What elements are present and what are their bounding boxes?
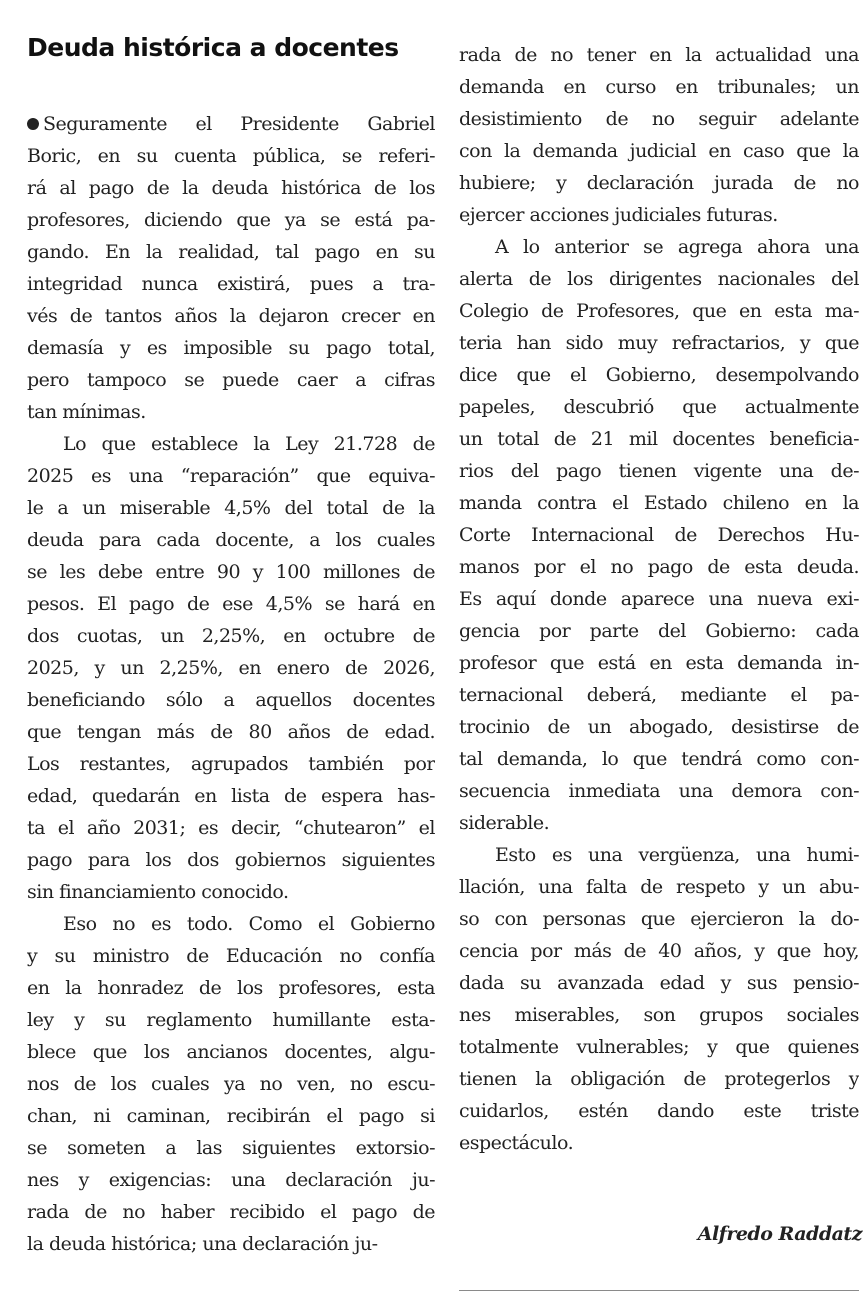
text-line-content: profesor que está en esta demanda in- [459,652,859,674]
text-line [27,364,435,396]
text-line [27,1036,435,1068]
text-line-content: edad, quedarán en lista de espera has- [27,785,435,807]
text-line [459,231,859,263]
text-line-content: alerta de los dirigentes nacionales del [459,268,859,290]
text-line-content: pero tampoco se puede caer a cifras [27,369,435,391]
text-line-content: Eso no es todo. Como el Gobierno [63,913,435,935]
text-line-content: deuda para cada docente, a los cuales [27,529,435,551]
text-line-content: dice que el Gobierno, desempolvando [459,364,859,386]
text-line-content: se les debe entre 90 y 100 millones de [27,561,435,583]
text-line [27,428,435,460]
text-line [459,295,859,327]
text-line-content: rada de no tener en la actualidad una [459,44,859,66]
text-line-content: nes miserables, son grupos sociales [459,1004,859,1026]
text-line [27,492,435,524]
text-line [459,743,859,775]
text-line [459,615,859,647]
text-line [27,1196,435,1228]
text-line-content: papeles, descubrió que actualmente [459,396,859,418]
text-line-content: secuencia inmediata una demora con- [459,780,859,802]
text-line-content: hubiere; y declaración jurada de no [459,172,859,194]
text-line-content: tal demanda, lo que tendrá como con- [459,748,859,770]
text-line [27,524,435,556]
text-line [459,455,859,487]
text-line [27,588,435,620]
text-line [459,423,859,455]
text-line [27,620,435,652]
text-line [459,167,859,199]
text-line [459,519,859,551]
text-line [27,1068,435,1100]
text-line [27,396,435,428]
text-line-content: demanda en curso en tribunales; un [459,76,859,98]
text-line [27,940,435,972]
text-line-content: cencia por más de 40 años, y que hoy, [459,940,859,962]
text-line-content: ta el año 2031; es decir, “chutearon” el [27,817,435,839]
text-line [27,1164,435,1196]
text-line [459,839,859,871]
text-line [459,647,859,679]
text-line [459,807,859,839]
text-line [459,967,859,999]
text-line-content: gando. En la realidad, tal pago en su [27,241,435,263]
text-line-content: beneficiando sólo a aquellos docentes [27,689,435,711]
text-line [27,268,435,300]
text-line-content: A lo anterior se agrega ahora una [495,236,859,258]
text-line-content: Seguramente el Presidente Gabriel [43,113,435,135]
text-line-content: Es aquí donde aparece una nueva exi- [459,588,859,610]
text-line [459,1031,859,1063]
article-title: Deuda histórica a docentes [27,33,399,62]
text-line-content: un total de 21 mil docentes beneficia- [459,428,859,450]
text-line-content: manos por el no pago de esta deuda. [459,556,859,578]
text-line [27,684,435,716]
text-line [459,199,859,231]
text-line [27,1228,435,1260]
text-line-content: rada de no haber recibido el pago de [27,1201,435,1223]
text-line-content: llación, una falta de respeto y un abu- [459,876,859,898]
text-line [459,775,859,807]
text-line-content: dada su avanzada edad y sus pensio- [459,972,859,994]
text-line [27,140,435,172]
text-line [459,103,859,135]
text-line-content: 2025, y un 2,25%, en enero de 2026, [27,657,435,679]
text-line-content: tan mínimas. [27,401,146,423]
text-line [27,652,435,684]
text-line-content: y su ministro de Educación no confía [27,945,435,967]
text-line-content: dos cuotas, un 2,25%, en octubre de [27,625,435,647]
text-line [459,327,859,359]
text-line-content: ley y su reglamento humillante esta- [27,1009,435,1031]
text-line [459,263,859,295]
text-line [459,1127,859,1159]
text-line-content: so con personas que ejercieron la do- [459,908,859,930]
text-line-content: pesos. El pago de ese 4,5% se hará en [27,593,435,615]
text-line [27,204,435,236]
text-line [459,391,859,423]
text-line-content: totalmente vulnerables; y que quienes [459,1036,859,1058]
text-line [459,903,859,935]
text-line-content: le a un miserable 4,5% del total de la [27,497,435,519]
text-line-content: espectáculo. [459,1132,574,1154]
text-line-content: con la demanda judicial en caso que la [459,140,859,162]
bullet-icon [27,118,39,130]
text-line [27,748,435,780]
text-line-content: que tengan más de 80 años de edad. [27,721,435,743]
text-line [27,844,435,876]
text-line-content: se someten a las siguientes extorsio- [27,1137,435,1159]
text-line-content: chan, ni caminan, recibirán el pago si [27,1105,435,1127]
text-line-content: siderable. [459,812,550,834]
text-line [27,332,435,364]
text-line [459,359,859,391]
text-line-content: Esto es una vergüenza, una humi- [495,844,859,866]
text-line-content: en la honradez de los profesores, esta [27,977,435,999]
text-line-content: blece que los ancianos docentes, algu- [27,1041,435,1063]
text-line [27,1004,435,1036]
text-line [27,108,435,140]
text-line-content: demasía y es imposible su pago total, [27,337,435,359]
text-line-content: Boric, en su cuenta pública, se referi- [27,145,435,167]
text-line [459,1063,859,1095]
text-line-content: rá al pago de la deuda histórica de los [27,177,435,199]
text-line-content: la deuda histórica; una declaración ju- [27,1233,378,1255]
text-line [27,972,435,1004]
text-line [27,1132,435,1164]
text-line [459,71,859,103]
text-line [459,39,859,71]
text-line-content: cuidarlos, estén dando este triste [459,1100,859,1122]
text-line [27,172,435,204]
text-line [27,908,435,940]
text-line-content: Corte Internacional de Derechos Hu- [459,524,859,546]
text-line [459,1095,859,1127]
text-line-content: Lo que establece la Ley 21.728 de [63,433,435,455]
text-line-content: rios del pago tienen vigente una de- [459,460,859,482]
text-line-content: profesores, diciendo que ya se está pa- [27,209,435,231]
text-line-content: desistimiento de no seguir adelante [459,108,859,130]
text-line [459,999,859,1031]
text-line [27,460,435,492]
text-line [27,812,435,844]
text-line [27,1100,435,1132]
text-line [459,935,859,967]
text-line-content: ternacional deberá, mediante el pa- [459,684,859,706]
text-line-content: nos de los cuales ya no ven, no escu- [27,1073,435,1095]
text-line [27,236,435,268]
text-line [459,679,859,711]
text-line-content: pago para los dos gobiernos siguientes [27,849,435,871]
text-line [459,871,859,903]
text-line-content: trocinio de un abogado, desistirse de [459,716,859,738]
text-line-content: Colegio de Profesores, que en esta ma- [459,300,859,322]
text-line-content: manda contra el Estado chileno en la [459,492,859,514]
text-line-content: sin financiamiento conocido. [27,881,289,903]
text-line [459,135,859,167]
text-line [27,300,435,332]
text-line-content: vés de tantos años la dejaron crecer en [27,305,435,327]
text-line [459,487,859,519]
text-line [459,711,859,743]
text-line [27,876,435,908]
text-line-content: nes y exigencias: una declaración ju- [27,1169,435,1191]
text-line-content: gencia por parte del Gobierno: cada [459,620,859,642]
text-line-content: teria han sido muy refractarios, y que [459,332,859,354]
text-line-content: Los restantes, agrupados también por [27,753,435,775]
text-line [459,583,859,615]
text-line-content: integridad nunca existirá, pues a tra- [27,273,435,295]
text-line-content: 2025 es una “reparación” que equiva- [27,465,435,487]
text-line [27,780,435,812]
text-line-content: ejercer acciones judiciales futuras. [459,204,778,226]
bottom-divider [459,1290,859,1291]
text-line [27,556,435,588]
text-line [459,551,859,583]
text-line-content: tienen la obligación de protegerlos y [459,1068,859,1090]
text-line [27,716,435,748]
author-signature: Alfredo Raddatz [697,1223,862,1245]
